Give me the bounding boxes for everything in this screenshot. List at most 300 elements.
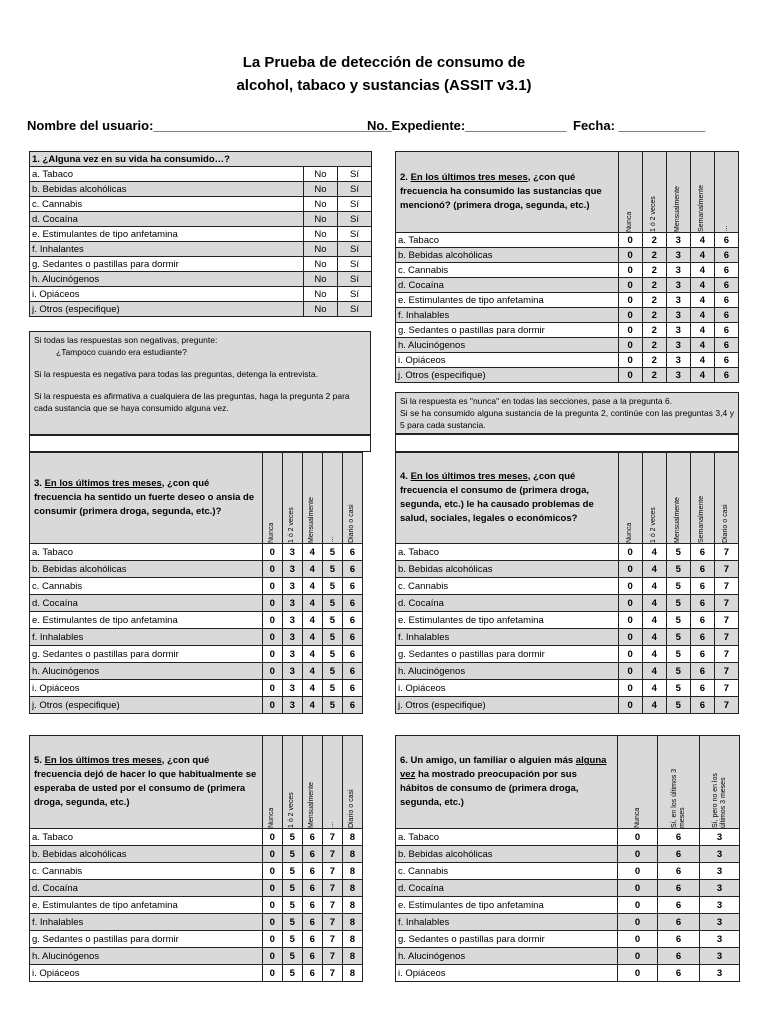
q4-score-option[interactable]: 6: [690, 646, 714, 663]
q4-score-option[interactable]: 5: [666, 663, 690, 680]
q3-score-option[interactable]: 6: [342, 561, 362, 578]
q4-emphasis: En los últimos tres meses: [410, 471, 528, 482]
q5-score-option[interactable]: 7: [322, 948, 342, 965]
q1-yes-option[interactable]: Sí: [338, 212, 372, 227]
q2-score-option[interactable]: 2: [642, 368, 666, 383]
q2-score-option[interactable]: 2: [642, 263, 666, 278]
q3-col-label: Nunca: [268, 522, 276, 543]
q1-yes-option[interactable]: Sí: [338, 227, 372, 242]
q6-row: [396, 863, 740, 880]
q1-no-option[interactable]: No: [304, 227, 338, 242]
q4-score-option[interactable]: 4: [642, 697, 666, 714]
q4-substance: b. Bebidas alcohólicas: [396, 561, 619, 578]
q2-score-option[interactable]: 6: [714, 338, 738, 353]
q3-col-header: [322, 453, 342, 544]
q4-score-option[interactable]: 5: [666, 612, 690, 629]
q3-score-option[interactable]: 6: [342, 578, 362, 595]
q2-score-option[interactable]: 4: [690, 353, 714, 368]
q4-score-option[interactable]: 5: [666, 544, 690, 561]
q4-col-header: [666, 453, 690, 544]
q2-score-option[interactable]: 3: [666, 323, 690, 338]
q5-score-option[interactable]: 8: [342, 931, 362, 948]
q3-score-option[interactable]: 4: [302, 663, 322, 680]
q2-score-option[interactable]: 0: [618, 368, 642, 383]
q5-score-option[interactable]: 6: [302, 829, 322, 846]
q4-row: [396, 697, 739, 714]
q2-col-header: [666, 152, 690, 233]
q4-score-option[interactable]: 5: [666, 697, 690, 714]
q5-score-option[interactable]: 5: [282, 829, 302, 846]
q6-score-option[interactable]: 6: [658, 948, 700, 965]
q6-score-option[interactable]: 0: [618, 965, 658, 982]
q5-score-option[interactable]: 7: [322, 931, 342, 948]
q3-score-option[interactable]: 0: [262, 697, 282, 714]
q2-score-option[interactable]: 4: [690, 368, 714, 383]
q3-score-option[interactable]: 4: [302, 697, 322, 714]
q1-no-option[interactable]: No: [304, 212, 338, 227]
q3-score-option[interactable]: 0: [262, 561, 282, 578]
q3-substance: e. Estimulantes de tipo anfetamina: [30, 612, 263, 629]
q3-score-option[interactable]: 5: [322, 561, 342, 578]
note-2-line-2: Si se ha consumido alguna sustancia de la pregunta 2, continúe con las preguntas 3,4 y 5 para cada sustancia.: [400, 408, 734, 430]
q3-score-option[interactable]: 5: [322, 680, 342, 697]
q1-no-option[interactable]: No: [304, 287, 338, 302]
q3-col-label: Diario o casi: [348, 504, 356, 543]
q6-substance: b. Bebidas alcohólicas: [396, 846, 618, 863]
q2-col-label: 1 ó 2 veces: [650, 196, 658, 232]
q3-score-option[interactable]: 6: [342, 646, 362, 663]
q2-score-option[interactable]: 3: [666, 293, 690, 308]
q3-col-header: [302, 453, 322, 544]
q4-score-option[interactable]: 0: [618, 595, 642, 612]
q2-substance: e. Estimulantes de tipo anfetamina: [396, 293, 619, 308]
q6-score-option[interactable]: 0: [618, 931, 658, 948]
q2-score-option[interactable]: 0: [618, 233, 642, 248]
q2-score-option[interactable]: 3: [666, 353, 690, 368]
q6-score-option[interactable]: 0: [618, 897, 658, 914]
q5-score-option[interactable]: 0: [262, 914, 282, 931]
q3-score-option[interactable]: 4: [302, 561, 322, 578]
q3-score-option[interactable]: 0: [262, 595, 282, 612]
q4-row: [396, 629, 739, 646]
q5-score-option[interactable]: 0: [262, 931, 282, 948]
q4-score-option[interactable]: 6: [690, 544, 714, 561]
q1-no-option[interactable]: No: [304, 257, 338, 272]
q6-score-option[interactable]: 3: [700, 914, 740, 931]
q4-score-option[interactable]: 6: [690, 578, 714, 595]
q4-score-option[interactable]: 7: [714, 629, 738, 646]
q4-score-option[interactable]: 5: [666, 629, 690, 646]
q3-score-option[interactable]: 4: [302, 646, 322, 663]
q2-score-option[interactable]: 6: [714, 368, 738, 383]
q5-score-option[interactable]: 8: [342, 846, 362, 863]
q3-row: [30, 663, 363, 680]
q4-score-option[interactable]: 0: [618, 629, 642, 646]
q4-score-option[interactable]: 0: [618, 697, 642, 714]
q2-score-option[interactable]: 2: [642, 308, 666, 323]
q4-score-option[interactable]: 0: [618, 612, 642, 629]
q4-score-option[interactable]: 4: [642, 612, 666, 629]
q6-score-option[interactable]: 6: [658, 863, 700, 880]
q4-score-option[interactable]: 7: [714, 697, 738, 714]
q2-score-option[interactable]: 0: [618, 338, 642, 353]
q1-no-option[interactable]: No: [304, 302, 338, 317]
q3-score-option[interactable]: 6: [342, 697, 362, 714]
q2-score-option[interactable]: 2: [642, 248, 666, 263]
q3-score-option[interactable]: 4: [302, 595, 322, 612]
q3-number: 3.: [34, 478, 45, 489]
q6-score-option[interactable]: 0: [618, 880, 658, 897]
q5-score-option[interactable]: 0: [262, 897, 282, 914]
q2-score-option[interactable]: 4: [690, 338, 714, 353]
q2-substance: b. Bebidas alcohólicas: [396, 248, 619, 263]
q4-score-option[interactable]: 7: [714, 612, 738, 629]
q5-score-option[interactable]: 6: [302, 863, 322, 880]
q4-score-option[interactable]: 4: [642, 595, 666, 612]
q2-score-option[interactable]: 4: [690, 263, 714, 278]
q1-no-option[interactable]: No: [304, 182, 338, 197]
q5-score-option[interactable]: 8: [342, 965, 362, 982]
q2-score-option[interactable]: 4: [690, 323, 714, 338]
q5-score-option[interactable]: 8: [342, 897, 362, 914]
q4-score-option[interactable]: 7: [714, 561, 738, 578]
q1-yes-option[interactable]: Sí: [338, 302, 372, 317]
q6-score-option[interactable]: 3: [700, 897, 740, 914]
q2-score-option[interactable]: 4: [690, 248, 714, 263]
q3-score-option[interactable]: 0: [262, 680, 282, 697]
instructions-note-1: [29, 331, 371, 435]
q5-score-option[interactable]: 0: [262, 880, 282, 897]
q4-score-option[interactable]: 0: [618, 680, 642, 697]
q3-score-option[interactable]: 6: [342, 629, 362, 646]
q5-score-option[interactable]: 8: [342, 948, 362, 965]
q3-substance: f. Inhalables: [30, 629, 263, 646]
q4-score-option[interactable]: 6: [690, 697, 714, 714]
q4-score-option[interactable]: 6: [690, 663, 714, 680]
q2-score-option[interactable]: 2: [642, 293, 666, 308]
q2-score-option[interactable]: 4: [690, 278, 714, 293]
q3-substance: b. Bebidas alcohólicas: [30, 561, 263, 578]
q4-score-option[interactable]: 0: [618, 561, 642, 578]
q2-row: [396, 368, 739, 383]
q5-score-option[interactable]: 6: [302, 897, 322, 914]
q4-substance: h. Alucinógenos: [396, 663, 619, 680]
q3-score-option[interactable]: 4: [302, 612, 322, 629]
q6-score-option[interactable]: 0: [618, 829, 658, 846]
note-1-line-4: Si la respuesta es afirmativa a cualquiera de las preguntas, haga la pregunta 2 para cada sustancia que se haya consumido alguna vez.: [34, 391, 350, 413]
q3-score-option[interactable]: 6: [342, 595, 362, 612]
q4-score-option[interactable]: 0: [618, 578, 642, 595]
q4-score-option[interactable]: 4: [642, 680, 666, 697]
q3-score-option[interactable]: 4: [302, 629, 322, 646]
q3-score-option[interactable]: 3: [282, 544, 302, 561]
q4-score-option[interactable]: 6: [690, 680, 714, 697]
q1-yes-option[interactable]: Sí: [338, 272, 372, 287]
q4-score-option[interactable]: 6: [690, 612, 714, 629]
q6-score-option[interactable]: 0: [618, 863, 658, 880]
q5-score-option[interactable]: 6: [302, 948, 322, 965]
q2-score-option[interactable]: 3: [666, 308, 690, 323]
q1-yes-option[interactable]: Sí: [338, 242, 372, 257]
q5-score-option[interactable]: 0: [262, 829, 282, 846]
q1-no-option[interactable]: No: [304, 242, 338, 257]
q3-substance: j. Otros (especifique): [30, 697, 263, 714]
q4-score-option[interactable]: 6: [690, 595, 714, 612]
q6-score-option[interactable]: 3: [700, 948, 740, 965]
q6-score-option[interactable]: 6: [658, 846, 700, 863]
q3-row: [30, 544, 363, 561]
q4-score-option[interactable]: 5: [666, 646, 690, 663]
q3-score-option[interactable]: 5: [322, 646, 342, 663]
q5-score-option[interactable]: 5: [282, 914, 302, 931]
q5-score-option[interactable]: 0: [262, 846, 282, 863]
date-field[interactable]: Fecha: ____________: [573, 118, 706, 133]
q6-score-option[interactable]: 6: [658, 965, 700, 982]
q4-score-option[interactable]: 7: [714, 646, 738, 663]
q2-score-option[interactable]: 4: [690, 308, 714, 323]
q6-score-option[interactable]: 3: [700, 965, 740, 982]
q1-yes-option[interactable]: Sí: [338, 197, 372, 212]
q2-score-option[interactable]: 6: [714, 278, 738, 293]
q3-score-option[interactable]: 6: [342, 544, 362, 561]
q1-row: [30, 257, 372, 272]
q3-score-option[interactable]: 0: [262, 663, 282, 680]
q3-score-option[interactable]: 0: [262, 646, 282, 663]
q5-score-option[interactable]: 5: [282, 880, 302, 897]
q2-score-option[interactable]: 2: [642, 353, 666, 368]
q2-score-option[interactable]: 0: [618, 293, 642, 308]
q5-score-option[interactable]: 0: [262, 965, 282, 982]
q5-score-option[interactable]: 5: [282, 846, 302, 863]
q2-score-option[interactable]: 0: [618, 263, 642, 278]
q4-score-option[interactable]: 4: [642, 629, 666, 646]
q4-score-option[interactable]: 4: [642, 578, 666, 595]
q2-row: [396, 278, 739, 293]
q2-score-option[interactable]: 6: [714, 263, 738, 278]
q4-score-option[interactable]: 7: [714, 680, 738, 697]
q3-score-option[interactable]: 0: [262, 612, 282, 629]
q4-score-option[interactable]: 5: [666, 561, 690, 578]
q1-no-option[interactable]: No: [304, 197, 338, 212]
q3-score-option[interactable]: 0: [262, 544, 282, 561]
q3-score-option[interactable]: 3: [282, 697, 302, 714]
q1-no-option[interactable]: No: [304, 272, 338, 287]
q2-score-option[interactable]: 6: [714, 233, 738, 248]
q2-score-option[interactable]: 3: [666, 368, 690, 383]
q6-score-option[interactable]: 6: [658, 880, 700, 897]
note-1-line-3: Si la respuesta es negativa para todas las preguntas, detenga la entrevista.: [34, 369, 318, 379]
q4-score-option[interactable]: 0: [618, 646, 642, 663]
q1-no-option[interactable]: No: [304, 167, 338, 182]
q2-score-option[interactable]: 0: [618, 248, 642, 263]
q2-score-option[interactable]: 0: [618, 278, 642, 293]
q5-score-option[interactable]: 5: [282, 948, 302, 965]
q3-row: [30, 612, 363, 629]
q1-yes-option[interactable]: Sí: [338, 287, 372, 302]
q2-score-option[interactable]: 6: [714, 248, 738, 263]
record-number-field[interactable]: No. Expediente:______________: [367, 118, 567, 133]
q2-score-option[interactable]: 3: [666, 278, 690, 293]
q3-substance: d. Cocaína: [30, 595, 263, 612]
q3-substance: i. Opiáceos: [30, 680, 263, 697]
q6-score-option[interactable]: 6: [658, 897, 700, 914]
q5-substance: a. Tabaco: [30, 829, 263, 846]
q6-col-header: [700, 736, 740, 829]
q6-score-option[interactable]: 3: [700, 863, 740, 880]
q3-score-option[interactable]: 3: [282, 578, 302, 595]
q5-score-option[interactable]: 5: [282, 863, 302, 880]
q5-score-option[interactable]: 7: [322, 914, 342, 931]
q6-score-option[interactable]: 3: [700, 931, 740, 948]
q2-score-option[interactable]: 0: [618, 323, 642, 338]
q5-score-option[interactable]: 6: [302, 846, 322, 863]
q3-score-option[interactable]: 5: [322, 629, 342, 646]
q5-score-option[interactable]: 8: [342, 863, 362, 880]
q3-score-option[interactable]: 4: [302, 544, 322, 561]
q3-row: [30, 697, 363, 714]
q2-score-option[interactable]: 3: [666, 233, 690, 248]
q5-score-option[interactable]: 7: [322, 846, 342, 863]
q3-score-option[interactable]: 5: [322, 578, 342, 595]
q5-score-option[interactable]: 7: [322, 897, 342, 914]
q2-score-option[interactable]: 0: [618, 308, 642, 323]
q6-score-option[interactable]: 0: [618, 948, 658, 965]
q6-score-option[interactable]: 6: [658, 829, 700, 846]
q3-score-option[interactable]: 3: [282, 561, 302, 578]
q4-score-option[interactable]: 7: [714, 663, 738, 680]
q2-score-option[interactable]: 6: [714, 308, 738, 323]
q2-score-option[interactable]: 2: [642, 338, 666, 353]
q3-score-option[interactable]: 3: [282, 646, 302, 663]
q3-score-option[interactable]: 3: [282, 663, 302, 680]
q3-score-option[interactable]: 0: [262, 578, 282, 595]
q3-score-option[interactable]: 5: [322, 612, 342, 629]
q3-question-text: [30, 453, 263, 544]
q4-substance: e. Estimulantes de tipo anfetamina: [396, 612, 619, 629]
q5-score-option[interactable]: 8: [342, 914, 362, 931]
q2-row: [396, 323, 739, 338]
q4-score-option[interactable]: 4: [642, 544, 666, 561]
q4-score-option[interactable]: 4: [642, 646, 666, 663]
q4-score-option[interactable]: 0: [618, 663, 642, 680]
q5-score-option[interactable]: 6: [302, 931, 322, 948]
q2-score-option[interactable]: 4: [690, 233, 714, 248]
q1-yes-option[interactable]: Sí: [338, 182, 372, 197]
q3-score-option[interactable]: 3: [282, 612, 302, 629]
q2-score-option[interactable]: 3: [666, 263, 690, 278]
q5-score-option[interactable]: 5: [282, 931, 302, 948]
q5-score-option[interactable]: 7: [322, 880, 342, 897]
q3-score-option[interactable]: 4: [302, 578, 322, 595]
q4-score-option[interactable]: 7: [714, 595, 738, 612]
q3-score-option[interactable]: 3: [282, 595, 302, 612]
q5-col-header: [262, 736, 282, 829]
q3-substance: g. Sedantes o pastillas para dormir: [30, 646, 263, 663]
q5-score-option[interactable]: 0: [262, 863, 282, 880]
q4-score-option[interactable]: 7: [714, 544, 738, 561]
q2-score-option[interactable]: 3: [666, 338, 690, 353]
q4-number: 4.: [400, 471, 411, 482]
q2-score-option[interactable]: 6: [714, 353, 738, 368]
q5-score-option[interactable]: 8: [342, 880, 362, 897]
q4-score-option[interactable]: 0: [618, 544, 642, 561]
q3-score-option[interactable]: 5: [322, 544, 342, 561]
q3-score-option[interactable]: 5: [322, 697, 342, 714]
q6-score-option[interactable]: 0: [618, 914, 658, 931]
q3-score-option[interactable]: 5: [322, 663, 342, 680]
q5-score-option[interactable]: 7: [322, 965, 342, 982]
q3-text: , ¿con qué frecuencia ha sentido un fuerte deseo o ansia de consumir (primera droga, segunda, etc.)?: [34, 478, 255, 517]
q3-score-option[interactable]: 6: [342, 663, 362, 680]
q5-score-option[interactable]: 5: [282, 897, 302, 914]
q2-score-option[interactable]: 2: [642, 278, 666, 293]
q2-score-option[interactable]: 0: [618, 353, 642, 368]
q2-score-option[interactable]: 4: [690, 293, 714, 308]
q1-substance: j. Otros (especifique): [30, 302, 304, 317]
q4-score-option[interactable]: 5: [666, 595, 690, 612]
q6-score-option[interactable]: 3: [700, 880, 740, 897]
q6-substance: g. Sedantes o pastillas para dormir: [396, 931, 618, 948]
q3-score-option[interactable]: 4: [302, 680, 322, 697]
q5-score-option[interactable]: 6: [302, 880, 322, 897]
q3-score-option[interactable]: 6: [342, 612, 362, 629]
q4-row: [396, 595, 739, 612]
q6-score-option[interactable]: 0: [618, 846, 658, 863]
q2-col-label: Semanalmente: [698, 184, 706, 232]
q3-score-option[interactable]: 3: [282, 680, 302, 697]
q4-text: , ¿con qué frecuencia el consumo de (primera droga, segunda, etc.) le ha causado problemas de salud, sociales, legales o económicos?: [400, 471, 594, 524]
q2-score-option[interactable]: 6: [714, 323, 738, 338]
q5-score-option[interactable]: 5: [282, 965, 302, 982]
q4-score-option[interactable]: 6: [690, 629, 714, 646]
q4-score-option[interactable]: 4: [642, 561, 666, 578]
user-name-field[interactable]: Nombre del usuario:_________________________________: [27, 118, 392, 133]
q1-yes-option[interactable]: Sí: [338, 167, 372, 182]
q3-score-option[interactable]: 3: [282, 629, 302, 646]
q4-score-option[interactable]: 6: [690, 561, 714, 578]
q6-score-option[interactable]: 3: [700, 829, 740, 846]
q1-yes-option[interactable]: Sí: [338, 257, 372, 272]
q6-score-option[interactable]: 6: [658, 914, 700, 931]
q4-score-option[interactable]: 5: [666, 680, 690, 697]
q3-score-option[interactable]: 5: [322, 595, 342, 612]
q2-score-option[interactable]: 2: [642, 323, 666, 338]
q3-score-option[interactable]: 6: [342, 680, 362, 697]
q5-score-option[interactable]: 7: [322, 829, 342, 846]
q4-score-option[interactable]: 4: [642, 663, 666, 680]
q4-score-option[interactable]: 5: [666, 578, 690, 595]
q6-score-option[interactable]: 3: [700, 846, 740, 863]
q5-score-option[interactable]: 0: [262, 948, 282, 965]
q5-score-option[interactable]: 8: [342, 829, 362, 846]
q2-score-option[interactable]: 2: [642, 233, 666, 248]
q5-score-option[interactable]: 6: [302, 914, 322, 931]
q6-row: [396, 914, 740, 931]
q4-col-header: [714, 453, 738, 544]
q6-question-text: [396, 736, 618, 829]
q4-score-option[interactable]: 7: [714, 578, 738, 595]
q1-substance: a. Tabaco: [30, 167, 304, 182]
q2-score-option[interactable]: 6: [714, 293, 738, 308]
q2-score-option[interactable]: 3: [666, 248, 690, 263]
q4-col-label: Diario o casi: [722, 504, 730, 543]
q4-col-label: 1 ó 2 veces: [650, 507, 658, 543]
q2-row: [396, 293, 739, 308]
q3-score-option[interactable]: 0: [262, 629, 282, 646]
q5-score-option[interactable]: 7: [322, 863, 342, 880]
q6-score-option[interactable]: 6: [658, 931, 700, 948]
q5-score-option[interactable]: 6: [302, 965, 322, 982]
